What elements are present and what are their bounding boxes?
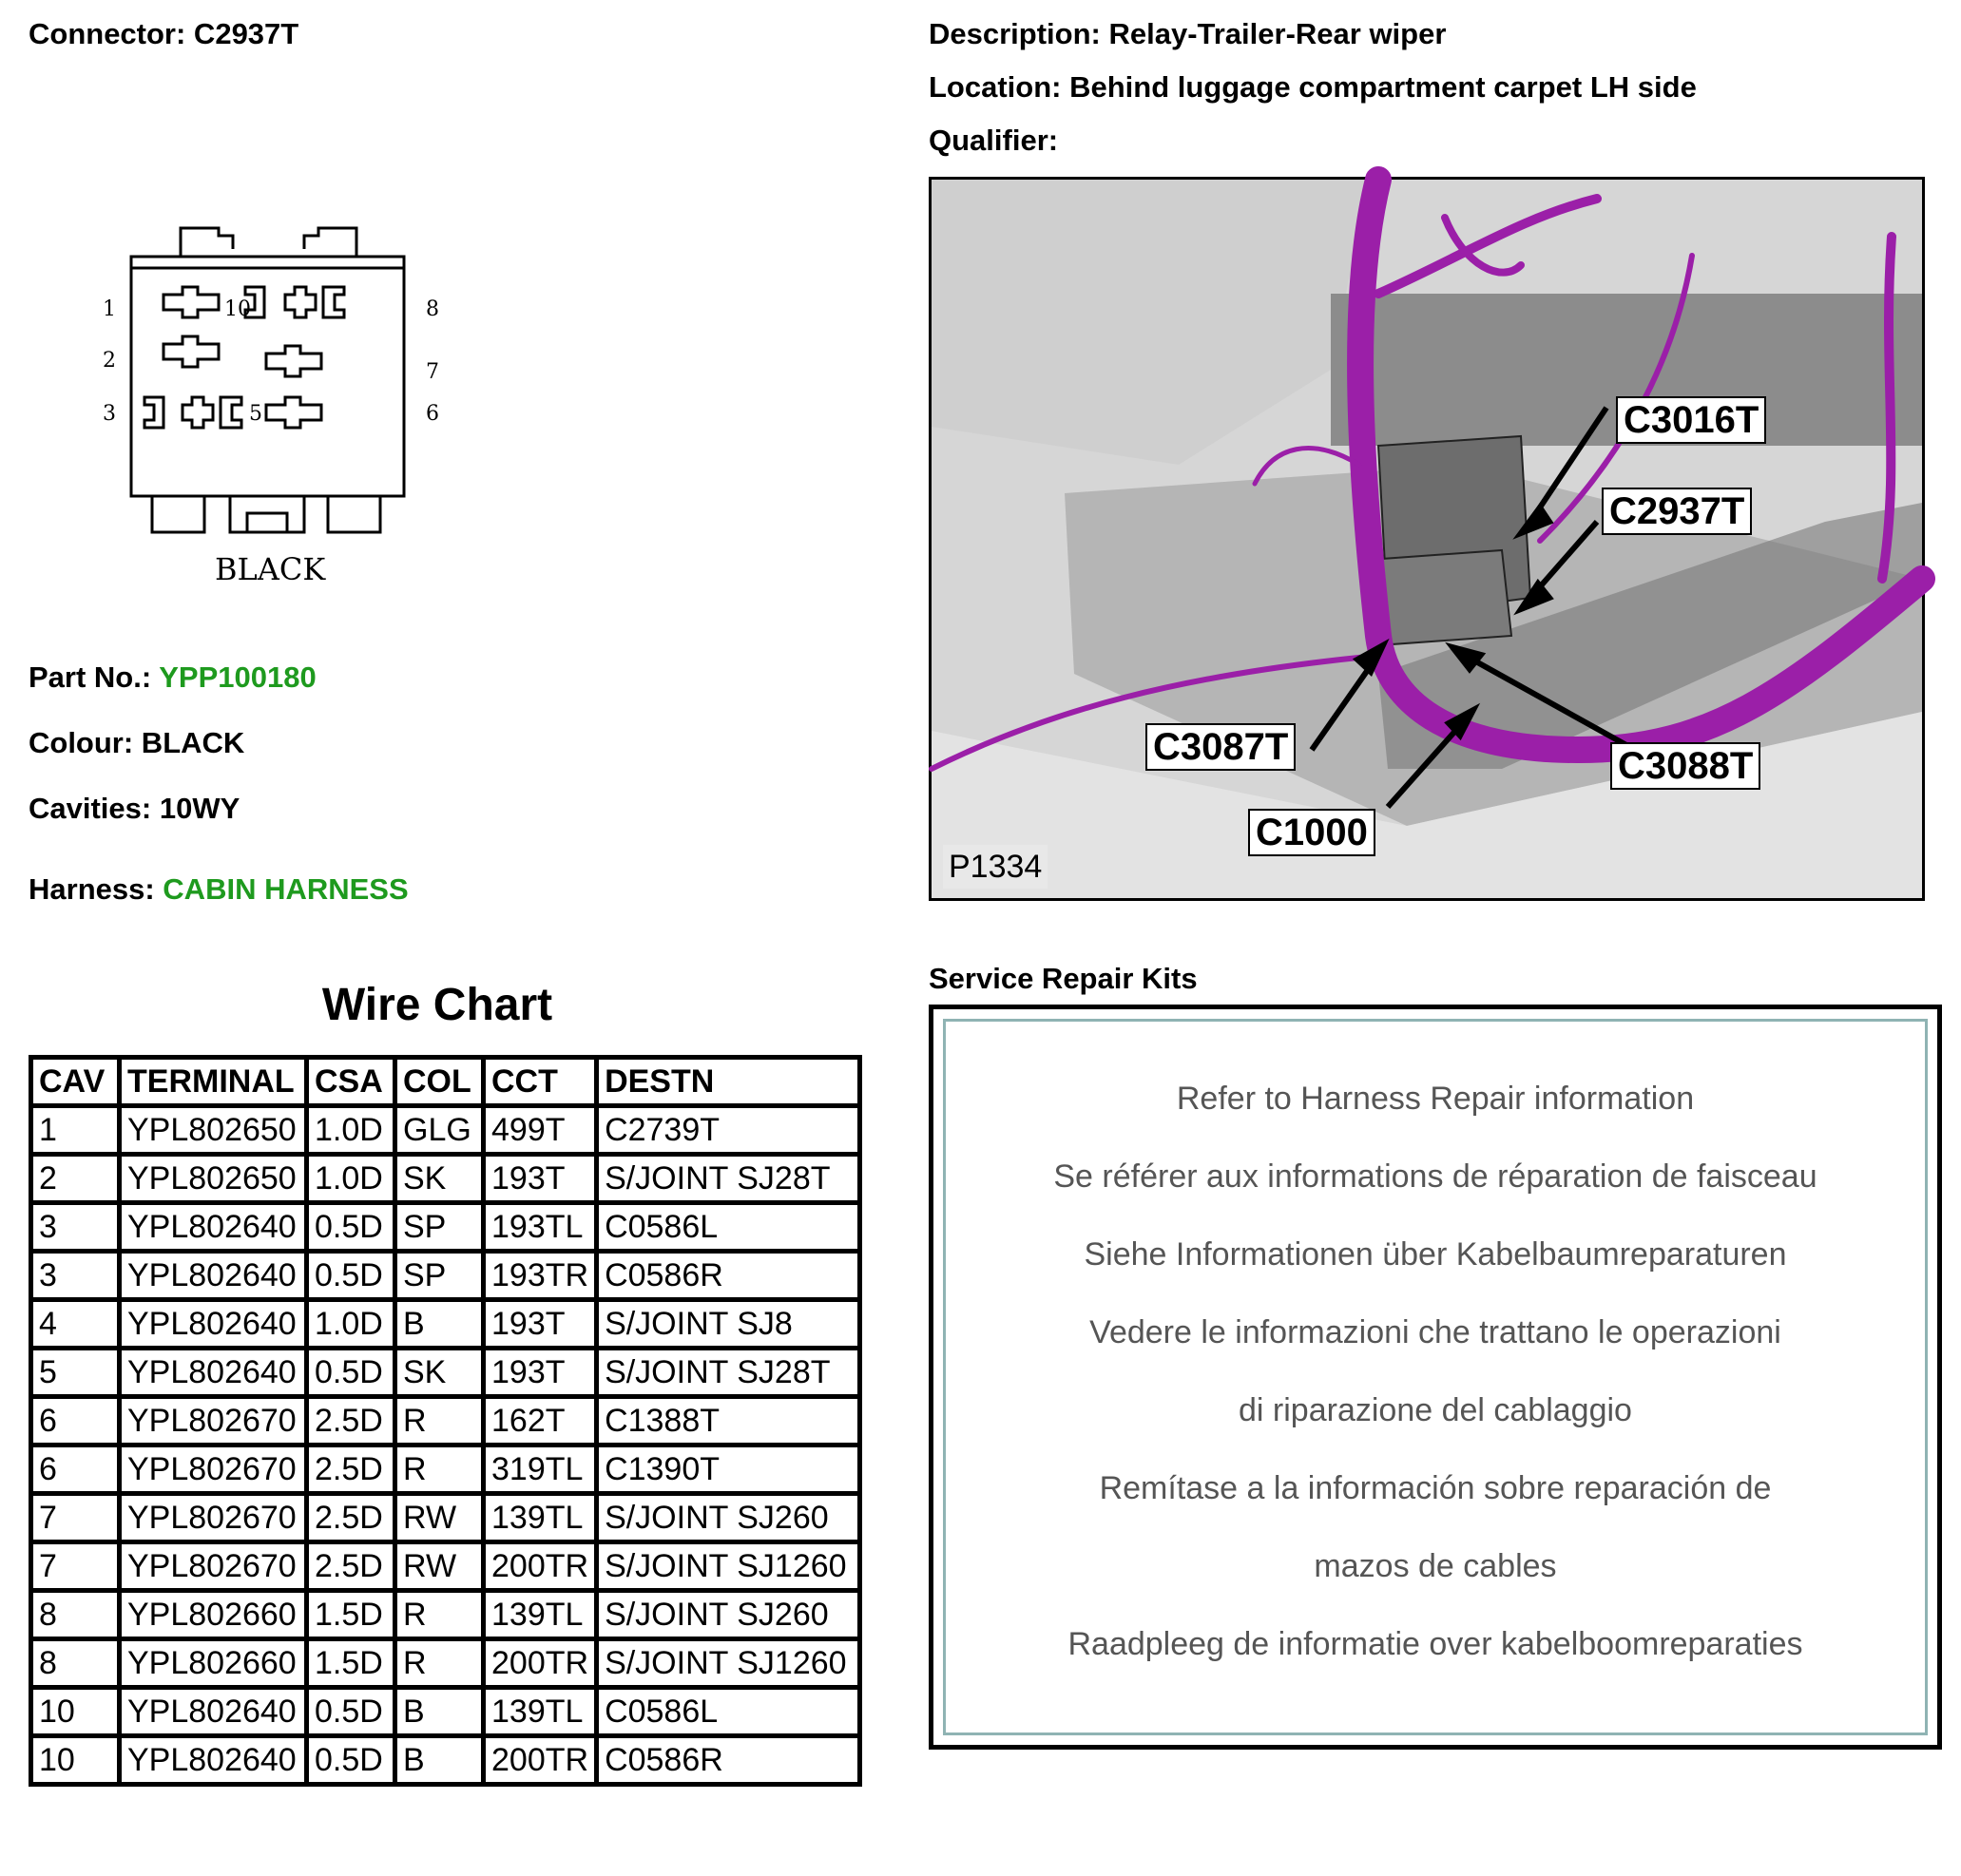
table-cell: 8 bbox=[31, 1639, 120, 1688]
table-row bbox=[31, 1688, 860, 1736]
table-cell: 1.0D bbox=[307, 1300, 395, 1349]
pin-label: 2 bbox=[103, 349, 116, 373]
callout-c2937t: C2937T bbox=[1602, 488, 1752, 535]
kits-line: Vedere le informazioni che trattano le operazioni bbox=[1089, 1314, 1781, 1350]
table-cell: 200TR bbox=[484, 1542, 597, 1591]
table-cell: 3 bbox=[31, 1252, 120, 1300]
table-cell: C0586L bbox=[597, 1688, 860, 1736]
table-cell: 193T bbox=[484, 1155, 597, 1203]
table-cell: 0.5D bbox=[307, 1736, 395, 1785]
table-cell: S/JOINT SJ1260 bbox=[597, 1639, 860, 1688]
table-cell: S/JOINT SJ28T bbox=[597, 1349, 860, 1397]
table-cell: 6 bbox=[31, 1397, 120, 1445]
qualifier-line: Qualifier: bbox=[929, 124, 1059, 157]
table-cell: 162T bbox=[484, 1397, 597, 1445]
table-cell: R bbox=[395, 1591, 484, 1639]
table-cell: GLG bbox=[395, 1106, 484, 1155]
table-cell: S/JOINT SJ260 bbox=[597, 1494, 860, 1542]
pin-label: 10 bbox=[224, 297, 251, 321]
table-cell: C1388T bbox=[597, 1397, 860, 1445]
table-cell: 4 bbox=[31, 1300, 120, 1349]
table-cell: C0586L bbox=[597, 1203, 860, 1252]
callout-c3087t: C3087T bbox=[1145, 723, 1296, 771]
table-cell: 139TL bbox=[484, 1591, 597, 1639]
table-cell: YPL802650 bbox=[120, 1106, 307, 1155]
connector-colour-label: BLACK bbox=[215, 551, 326, 587]
table-cell: R bbox=[395, 1639, 484, 1688]
table-cell: 1 bbox=[31, 1106, 120, 1155]
column-header-cav: CAV bbox=[31, 1058, 120, 1106]
table-cell: 10 bbox=[31, 1736, 120, 1785]
connector-location-photo bbox=[929, 177, 1925, 901]
table-cell: 5 bbox=[31, 1349, 120, 1397]
column-header-terminal: TERMINAL bbox=[120, 1058, 307, 1106]
table-cell: 1.5D bbox=[307, 1591, 395, 1639]
service-repair-kits-box bbox=[929, 1005, 1942, 1750]
table-cell: 193TL bbox=[484, 1203, 597, 1252]
table-cell: S/JOINT SJ260 bbox=[597, 1591, 860, 1639]
colour-line: Colour: BLACK bbox=[29, 726, 245, 759]
table-row bbox=[31, 1252, 860, 1300]
pin-label: 5 bbox=[249, 402, 262, 426]
table-row bbox=[31, 1542, 860, 1591]
table-cell: YPL802640 bbox=[120, 1300, 307, 1349]
photo-illustration bbox=[932, 180, 1922, 898]
part-number-line bbox=[29, 660, 317, 695]
table-cell: C0586R bbox=[597, 1252, 860, 1300]
table-cell: 193T bbox=[484, 1349, 597, 1397]
table-cell: YPL802640 bbox=[120, 1688, 307, 1736]
table-cell: YPL802640 bbox=[120, 1349, 307, 1397]
kits-line: Siehe Informationen über Kabelbaumreparaturen bbox=[1084, 1236, 1787, 1273]
table-row bbox=[31, 1203, 860, 1252]
table-row bbox=[31, 1106, 860, 1155]
column-header-destn: DESTN bbox=[597, 1058, 860, 1106]
table-cell: YPL802670 bbox=[120, 1494, 307, 1542]
table-cell: 2.5D bbox=[307, 1445, 395, 1494]
service-repair-kits-text bbox=[946, 1060, 1925, 1683]
table-row bbox=[31, 1494, 860, 1542]
table-cell: SP bbox=[395, 1252, 484, 1300]
wire-chart-table bbox=[29, 1055, 862, 1787]
harness-value[interactable]: CABIN HARNESS bbox=[163, 872, 409, 906]
pin-label: 7 bbox=[426, 360, 439, 384]
table-cell: YPL802670 bbox=[120, 1397, 307, 1445]
column-header-csa: CSA bbox=[307, 1058, 395, 1106]
table-cell: R bbox=[395, 1397, 484, 1445]
kits-line: Remítase a la información sobre reparación de bbox=[1099, 1470, 1772, 1506]
table-row bbox=[31, 1736, 860, 1785]
service-repair-kits-title: Service Repair Kits bbox=[929, 962, 1198, 995]
table-cell: 7 bbox=[31, 1494, 120, 1542]
table-cell: 139TL bbox=[484, 1494, 597, 1542]
pin-label: 6 bbox=[426, 402, 439, 426]
table-cell: 2.5D bbox=[307, 1397, 395, 1445]
table-cell: 2 bbox=[31, 1155, 120, 1203]
part-number-label: Part No.: bbox=[29, 660, 160, 694]
location-line: Location: Behind luggage compartment carpet LH side bbox=[929, 70, 1697, 104]
pin-label: 1 bbox=[103, 297, 116, 321]
wire-chart-body bbox=[31, 1106, 860, 1785]
table-row bbox=[31, 1639, 860, 1688]
column-header-col: COL bbox=[395, 1058, 484, 1106]
table-cell: C2739T bbox=[597, 1106, 860, 1155]
column-header-cct: CCT bbox=[484, 1058, 597, 1106]
table-cell: 139TL bbox=[484, 1688, 597, 1736]
table-cell: YPL802640 bbox=[120, 1736, 307, 1785]
kits-line: Se référer aux informations de réparation de faisceau bbox=[1053, 1158, 1817, 1195]
table-cell: 200TR bbox=[484, 1736, 597, 1785]
table-cell: 193T bbox=[484, 1300, 597, 1349]
table-cell: YPL802650 bbox=[120, 1155, 307, 1203]
table-cell: 7 bbox=[31, 1542, 120, 1591]
kits-line: mazos de cables bbox=[1314, 1548, 1557, 1584]
table-cell: SP bbox=[395, 1203, 484, 1252]
pin-label: 3 bbox=[103, 402, 116, 426]
table-row bbox=[31, 1155, 860, 1203]
table-cell: YPL802640 bbox=[120, 1203, 307, 1252]
table-cell: S/JOINT SJ28T bbox=[597, 1155, 860, 1203]
table-cell: 2.5D bbox=[307, 1494, 395, 1542]
table-row bbox=[31, 1591, 860, 1639]
table-row bbox=[31, 1397, 860, 1445]
cavities-line: Cavities: 10WY bbox=[29, 792, 240, 825]
table-cell: RW bbox=[395, 1494, 484, 1542]
table-cell: YPL802670 bbox=[120, 1542, 307, 1591]
connector-diagram bbox=[103, 219, 466, 599]
table-cell: S/JOINT SJ8 bbox=[597, 1300, 860, 1349]
harness-label: Harness: bbox=[29, 872, 163, 906]
table-header-row bbox=[31, 1058, 860, 1106]
table-cell: C1390T bbox=[597, 1445, 860, 1494]
table-cell: YPL802640 bbox=[120, 1252, 307, 1300]
callout-c1000: C1000 bbox=[1248, 809, 1375, 856]
table-cell: 499T bbox=[484, 1106, 597, 1155]
table-cell: YPL802660 bbox=[120, 1591, 307, 1639]
table-cell: 0.5D bbox=[307, 1688, 395, 1736]
callout-c3016t: C3016T bbox=[1616, 396, 1766, 444]
table-row bbox=[31, 1349, 860, 1397]
table-cell: 10 bbox=[31, 1688, 120, 1736]
table-row bbox=[31, 1445, 860, 1494]
table-cell: B bbox=[395, 1300, 484, 1349]
table-cell: B bbox=[395, 1736, 484, 1785]
connector-title: Connector: C2937T bbox=[29, 17, 299, 50]
table-cell: B bbox=[395, 1688, 484, 1736]
harness-line bbox=[29, 872, 409, 907]
table-cell: 2.5D bbox=[307, 1542, 395, 1591]
wire-chart-title: Wire Chart bbox=[321, 980, 553, 1030]
table-cell: YPL802660 bbox=[120, 1639, 307, 1688]
table-cell: YPL802670 bbox=[120, 1445, 307, 1494]
table-cell: R bbox=[395, 1445, 484, 1494]
table-cell: 319TL bbox=[484, 1445, 597, 1494]
part-number-value[interactable]: YPP100180 bbox=[159, 660, 317, 694]
table-cell: 0.5D bbox=[307, 1203, 395, 1252]
service-repair-kits-inner-frame bbox=[943, 1019, 1928, 1735]
table-cell: 1.0D bbox=[307, 1106, 395, 1155]
photo-reference-label: P1334 bbox=[943, 845, 1048, 889]
table-cell: SK bbox=[395, 1155, 484, 1203]
pin-label: 8 bbox=[426, 297, 439, 321]
table-cell: 200TR bbox=[484, 1639, 597, 1688]
table-cell: 1.0D bbox=[307, 1155, 395, 1203]
kits-line: Raadpleeg de informatie over kabelboomreparaties bbox=[1067, 1626, 1803, 1662]
table-cell: RW bbox=[395, 1542, 484, 1591]
table-cell: SK bbox=[395, 1349, 484, 1397]
table-cell: S/JOINT SJ1260 bbox=[597, 1542, 860, 1591]
description-line: Description: Relay-Trailer-Rear wiper bbox=[929, 17, 1447, 50]
callout-c3088t: C3088T bbox=[1610, 742, 1760, 790]
kits-line: Refer to Harness Repair information bbox=[1176, 1081, 1695, 1117]
table-cell: 1.5D bbox=[307, 1639, 395, 1688]
table-cell: C0586R bbox=[597, 1736, 860, 1785]
table-cell: 0.5D bbox=[307, 1252, 395, 1300]
table-cell: 8 bbox=[31, 1591, 120, 1639]
table-cell: 0.5D bbox=[307, 1349, 395, 1397]
kits-line: di riparazione del cablaggio bbox=[1239, 1392, 1632, 1428]
table-cell: 193TR bbox=[484, 1252, 597, 1300]
table-cell: 6 bbox=[31, 1445, 120, 1494]
table-row bbox=[31, 1300, 860, 1349]
table-cell: 3 bbox=[31, 1203, 120, 1252]
